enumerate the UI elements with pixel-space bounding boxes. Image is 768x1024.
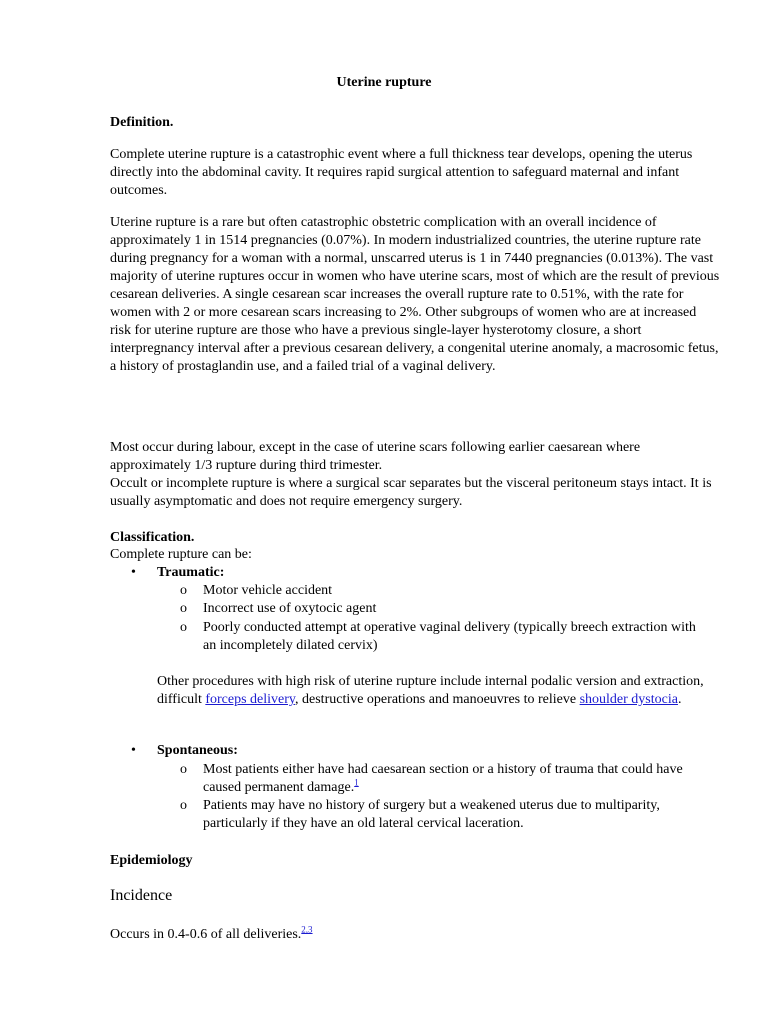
incidence-text: Occurs in 0.4-0.6 of all deliveries.$^{2,3}$ xyxy=(110,924,313,942)
definition-paragraph-2: Uterine rupture is a rare but often catastrophic obstetric complication with an overall incidence of approximately 1 in 1514 pregnancies (0.07%). In modern industrialized countries, the uterine rupture rate during pregnancy for a woman with a normal, unscarred uterus is 1 in 7440 pregnancies (0.013%). The vast majority of uterine ruptures occur in women who have uterine scars, most of which are the result of previous cesarean deliveries. A single cesarean scar increases the overall rupture rate to 0.51%, with the rate for women with 2 or more cesarean scars increasing to 2%. Other subgroups of women who are at increased risk for uterine rupture are those who have a previous single-layer hysterotomy closure, a short interpregnancy interval after a previous cesarean delivery, a congenital uterine anomaly, a macrosomic fetus, a history of prostaglandin use, and a failed trial of a vaginal delivery. xyxy=(110,215,720,374)
spontaneous-label: Spontaneous: xyxy=(157,743,238,758)
traumatic-label: Traumatic: xyxy=(157,565,225,580)
reference-link-1[interactable]: 1 xyxy=(354,777,359,788)
definition-heading: Definition. xyxy=(110,115,174,130)
sub-bullet-icon: o xyxy=(180,762,187,777)
definition-paragraph-4: Occult or incomplete rupture is where a surgical scar separates but the visceral peritoneum stays intact. It is usually asymptomatic and does not require emergency surgery. xyxy=(110,476,712,509)
traumatic-item-2: Incorrect use of oxytocic agent xyxy=(203,601,377,616)
definition-paragraph-3: Most occur during labour, except in the case of uterine scars following earlier caesarean where approximately 1/3 rupture during third trimester. xyxy=(110,440,641,473)
forceps-delivery-link[interactable]: forceps delivery xyxy=(205,692,296,707)
spontaneous-item-2: Patients may have no history of surgery but a weakened uterus due to multiparity, particularly if they have an old lateral cervical laceration. xyxy=(203,798,660,831)
spontaneous-item-1: Most patients either have had caesarean section or a history of trauma that could have caused permanent damage.$^1$ xyxy=(203,762,683,795)
bullet-icon: • xyxy=(131,565,136,580)
traumatic-item-3: Poorly conducted attempt at operative vaginal delivery (typically breech extraction with an incompletely dilated cervix) xyxy=(203,620,696,653)
document-title: Uterine rupture xyxy=(336,75,432,90)
sub-bullet-icon: o xyxy=(180,798,187,813)
sub-bullet-icon: o xyxy=(180,620,187,635)
classification-heading: Classification. xyxy=(110,530,195,545)
sub-bullet-icon: o xyxy=(180,583,187,598)
reference-link-2-3[interactable]: 2,3 xyxy=(301,924,313,935)
traumatic-item-1: Motor vehicle accident xyxy=(203,583,333,598)
traumatic-note: Other procedures with high risk of uterine rupture include internal podalic version and extraction, difficult forceps delivery, destructive operations and manoeuvres to relieve shoulder dystocia. xyxy=(157,674,704,707)
definition-paragraph-1: Complete uterine rupture is a catastrophic event where a full thickness tear develops, opening the uterus directly into the abdominal cavity. It requires rapid surgical attention to safeguard maternal and infant outcomes. xyxy=(110,147,693,198)
shoulder-dystocia-link[interactable]: shoulder dystocia xyxy=(579,692,678,707)
classification-intro: Complete rupture can be: xyxy=(110,547,252,562)
bullet-icon: • xyxy=(131,743,136,758)
incidence-heading: Incidence xyxy=(110,887,173,904)
epidemiology-heading: Epidemiology xyxy=(110,853,193,868)
sub-bullet-icon: o xyxy=(180,601,187,616)
